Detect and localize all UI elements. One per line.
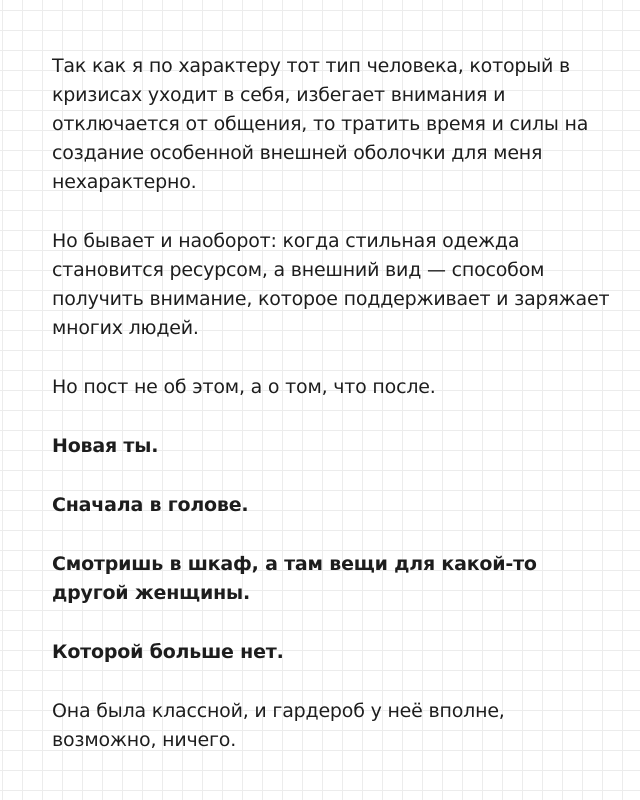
paragraph-last: Она была классной, и гардероб у неё вполне, возможно, ничего.	[52, 700, 505, 751]
bold-line-wardrobe: Смотришь в шкаф, а там вещи для какой-то другой женщины.	[52, 553, 537, 604]
bold-line-first-in-head: Сначала в голове.	[52, 494, 249, 516]
bold-line-no-more: Которой больше нет.	[52, 641, 284, 663]
text-block	[52, 52, 612, 785]
bold-line-new-you: Новая ты.	[52, 435, 159, 457]
paragraph-1: Так как я по характеру тот тип человека, который в кризисах уходит в себя, избегает внимания и отключается от общения, то тратить время и силы на создание особенной внешней оболочки для меня нехарактерно.	[52, 55, 589, 193]
paragraph-3: Но пост не об этом, а о том, что после.	[52, 376, 436, 398]
paragraph-2: Но бывает и наоборот: когда стильная одежда становится ресурсом, а внешний вид — способом получить внимание, которое поддерживает и заряжает многих людей.	[52, 230, 610, 339]
